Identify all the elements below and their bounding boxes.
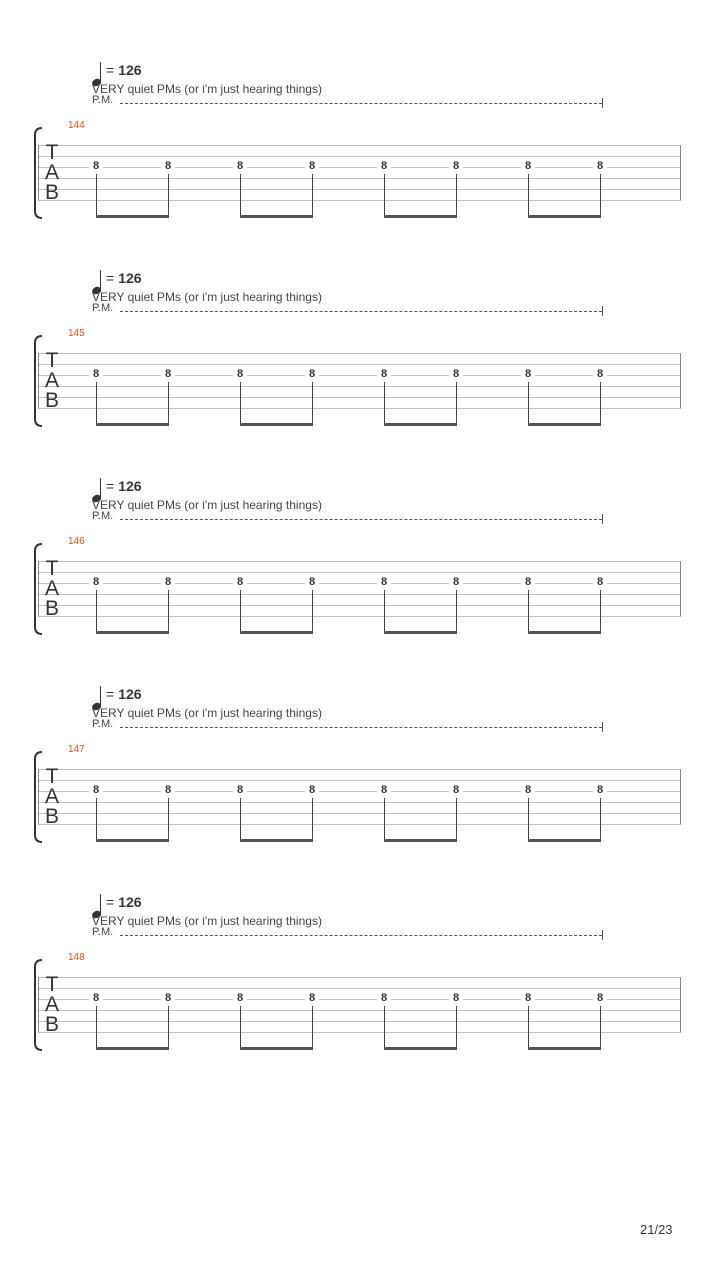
note-stem bbox=[600, 798, 601, 840]
fret-number: 8 bbox=[377, 368, 391, 381]
fret-number: 8 bbox=[593, 784, 607, 797]
note-stem bbox=[96, 382, 97, 424]
tempo-marking bbox=[106, 62, 142, 78]
staff-line bbox=[38, 802, 681, 803]
fret-number: 8 bbox=[161, 368, 175, 381]
note-stem bbox=[168, 798, 169, 840]
fret-number: 8 bbox=[449, 160, 463, 173]
note-stem bbox=[168, 382, 169, 424]
page-number: 21/23 bbox=[640, 1222, 673, 1237]
tempo-value: 126 bbox=[118, 894, 142, 910]
fret-number: 8 bbox=[233, 160, 247, 173]
staff-line bbox=[38, 145, 681, 146]
note-beam bbox=[528, 423, 601, 426]
staff-line bbox=[38, 583, 681, 584]
staff-line bbox=[38, 999, 681, 1000]
tempo-marking bbox=[106, 478, 142, 494]
tab-clef-letter: B bbox=[44, 389, 59, 412]
note-stem bbox=[456, 590, 457, 632]
tab-clef bbox=[44, 559, 60, 619]
tempo-marking bbox=[106, 270, 142, 286]
fret-number: 8 bbox=[377, 992, 391, 1005]
tempo-equals: = bbox=[106, 686, 115, 702]
staff-line bbox=[38, 1010, 681, 1011]
note-beam bbox=[384, 631, 457, 634]
barline-start bbox=[38, 769, 39, 824]
palm-mute-extender bbox=[120, 935, 602, 936]
palm-mute-label: P.M. bbox=[92, 302, 114, 314]
tab-clef-letter: B bbox=[44, 597, 59, 620]
note-stem bbox=[384, 798, 385, 840]
staff-line bbox=[38, 364, 681, 365]
measure-number: 148 bbox=[68, 952, 85, 963]
tempo-value: 126 bbox=[118, 62, 142, 78]
note-beam bbox=[240, 1047, 313, 1050]
palm-mute-end bbox=[602, 930, 603, 940]
note-stem bbox=[96, 590, 97, 632]
palm-mute-extender bbox=[120, 519, 602, 520]
staff-line bbox=[38, 353, 681, 354]
note-stem bbox=[240, 174, 241, 216]
note-stem bbox=[456, 1006, 457, 1048]
fret-number: 8 bbox=[305, 992, 319, 1005]
note-stem bbox=[600, 590, 601, 632]
tempo-marking bbox=[106, 686, 142, 702]
note-stem bbox=[600, 382, 601, 424]
tab-clef-letter: A bbox=[44, 785, 59, 808]
staff-line bbox=[38, 178, 681, 179]
note-beam bbox=[240, 839, 313, 842]
tab-staff bbox=[38, 553, 681, 619]
fret-number: 8 bbox=[89, 160, 103, 173]
tab-system bbox=[0, 686, 720, 894]
text-annotation: VERY quiet PMs (or i'm just hearing things) bbox=[92, 914, 322, 928]
tab-system bbox=[0, 270, 720, 478]
note-beam bbox=[528, 1047, 601, 1050]
fret-number: 8 bbox=[161, 992, 175, 1005]
tempo-equals: = bbox=[106, 270, 115, 286]
note-beam bbox=[528, 839, 601, 842]
barline-end bbox=[680, 353, 681, 408]
staff-line bbox=[38, 561, 681, 562]
note-stem bbox=[528, 1006, 529, 1048]
tab-clef bbox=[44, 351, 60, 411]
tab-clef bbox=[44, 143, 60, 203]
tab-clef-letter: T bbox=[45, 765, 59, 788]
tab-clef-letter: T bbox=[45, 349, 59, 372]
palm-mute-end bbox=[602, 306, 603, 316]
tab-clef-letter: T bbox=[45, 141, 59, 164]
note-stem bbox=[528, 382, 529, 424]
fret-number: 8 bbox=[305, 368, 319, 381]
palm-mute-label: P.M. bbox=[92, 510, 114, 522]
text-annotation: VERY quiet PMs (or i'm just hearing things) bbox=[92, 290, 322, 304]
tab-system bbox=[0, 62, 720, 270]
text-annotation: VERY quiet PMs (or i'm just hearing things) bbox=[92, 82, 322, 96]
staff-line bbox=[38, 594, 681, 595]
tab-staff bbox=[38, 137, 681, 203]
fret-number: 8 bbox=[449, 368, 463, 381]
palm-mute-label: P.M. bbox=[92, 718, 114, 730]
tempo-equals: = bbox=[106, 478, 115, 494]
tab-clef-letter: B bbox=[44, 181, 59, 204]
staff-line bbox=[38, 572, 681, 573]
fret-number: 8 bbox=[593, 992, 607, 1005]
note-beam bbox=[384, 1047, 457, 1050]
text-annotation: VERY quiet PMs (or i'm just hearing things) bbox=[92, 498, 322, 512]
note-stem bbox=[96, 174, 97, 216]
fret-number: 8 bbox=[521, 160, 535, 173]
tab-clef-letter: T bbox=[45, 557, 59, 580]
palm-mute-label: P.M. bbox=[92, 94, 114, 106]
note-beam bbox=[96, 1047, 169, 1050]
fret-number: 8 bbox=[161, 576, 175, 589]
note-stem bbox=[384, 590, 385, 632]
fret-number: 8 bbox=[521, 784, 535, 797]
fret-number: 8 bbox=[521, 576, 535, 589]
measure-number: 144 bbox=[68, 120, 85, 131]
tab-clef-letter: A bbox=[44, 577, 59, 600]
fret-number: 8 bbox=[449, 576, 463, 589]
fret-number: 8 bbox=[377, 784, 391, 797]
tab-staff bbox=[38, 345, 681, 411]
fret-number: 8 bbox=[593, 576, 607, 589]
note-stem bbox=[384, 1006, 385, 1048]
note-beam bbox=[384, 839, 457, 842]
staff-line bbox=[38, 769, 681, 770]
barline-end bbox=[680, 145, 681, 200]
staff-line bbox=[38, 988, 681, 989]
fret-number: 8 bbox=[449, 992, 463, 1005]
fret-number: 8 bbox=[233, 576, 247, 589]
note-beam bbox=[240, 423, 313, 426]
staff-line bbox=[38, 605, 681, 606]
staff-line bbox=[38, 1021, 681, 1022]
note-stem bbox=[528, 590, 529, 632]
note-stem bbox=[600, 174, 601, 216]
fret-number: 8 bbox=[377, 160, 391, 173]
fret-number: 8 bbox=[89, 992, 103, 1005]
note-stem bbox=[312, 174, 313, 216]
note-beam bbox=[96, 215, 169, 218]
tempo-value: 126 bbox=[118, 478, 142, 494]
staff-line bbox=[38, 189, 681, 190]
note-stem bbox=[168, 174, 169, 216]
note-stem bbox=[456, 382, 457, 424]
tab-clef-letter: A bbox=[44, 993, 59, 1016]
fret-number: 8 bbox=[521, 992, 535, 1005]
note-stem bbox=[240, 798, 241, 840]
fret-number: 8 bbox=[449, 784, 463, 797]
fret-number: 8 bbox=[593, 368, 607, 381]
fret-number: 8 bbox=[593, 160, 607, 173]
staff-line bbox=[38, 977, 681, 978]
note-beam bbox=[528, 631, 601, 634]
barline-start bbox=[38, 145, 39, 200]
staff-line bbox=[38, 397, 681, 398]
palm-mute-end bbox=[602, 98, 603, 108]
palm-mute-end bbox=[602, 514, 603, 524]
staff-line bbox=[38, 375, 681, 376]
barline-end bbox=[680, 977, 681, 1032]
note-beam bbox=[96, 423, 169, 426]
note-beam bbox=[528, 215, 601, 218]
fret-number: 8 bbox=[233, 992, 247, 1005]
tab-system bbox=[0, 894, 720, 1102]
barline-start bbox=[38, 977, 39, 1032]
measure-number: 145 bbox=[68, 328, 85, 339]
measure-number: 146 bbox=[68, 536, 85, 547]
tab-clef-letter: T bbox=[45, 973, 59, 996]
note-stem bbox=[312, 382, 313, 424]
fret-number: 8 bbox=[161, 160, 175, 173]
fret-number: 8 bbox=[89, 784, 103, 797]
note-stem bbox=[96, 798, 97, 840]
tempo-marking bbox=[106, 894, 142, 910]
note-stem bbox=[240, 1006, 241, 1048]
tab-clef-letter: B bbox=[44, 1013, 59, 1036]
note-stem bbox=[528, 798, 529, 840]
staff-line bbox=[38, 791, 681, 792]
tab-clef-letter: A bbox=[44, 161, 59, 184]
tempo-value: 126 bbox=[118, 686, 142, 702]
staff-line bbox=[38, 824, 681, 825]
barline-start bbox=[38, 353, 39, 408]
note-beam bbox=[384, 215, 457, 218]
staff-line bbox=[38, 1032, 681, 1033]
fret-number: 8 bbox=[521, 368, 535, 381]
note-stem bbox=[168, 590, 169, 632]
tab-clef-letter: B bbox=[44, 805, 59, 828]
palm-mute-extender bbox=[120, 103, 602, 104]
staff-line bbox=[38, 167, 681, 168]
tempo-equals: = bbox=[106, 894, 115, 910]
note-stem bbox=[528, 174, 529, 216]
barline-end bbox=[680, 769, 681, 824]
text-annotation: VERY quiet PMs (or i'm just hearing things) bbox=[92, 706, 322, 720]
staff-line bbox=[38, 813, 681, 814]
fret-number: 8 bbox=[305, 576, 319, 589]
staff-line bbox=[38, 780, 681, 781]
tab-staff bbox=[38, 761, 681, 827]
note-stem bbox=[312, 590, 313, 632]
palm-mute-extender bbox=[120, 311, 602, 312]
staff-line bbox=[38, 616, 681, 617]
tab-staff bbox=[38, 969, 681, 1035]
tempo-value: 126 bbox=[118, 270, 142, 286]
fret-number: 8 bbox=[89, 368, 103, 381]
note-beam bbox=[384, 423, 457, 426]
tab-clef bbox=[44, 767, 60, 827]
note-stem bbox=[600, 1006, 601, 1048]
note-beam bbox=[240, 631, 313, 634]
measure-number: 147 bbox=[68, 744, 85, 755]
barline-start bbox=[38, 561, 39, 616]
note-stem bbox=[456, 798, 457, 840]
note-stem bbox=[384, 382, 385, 424]
note-beam bbox=[96, 631, 169, 634]
tab-clef bbox=[44, 975, 60, 1035]
note-stem bbox=[240, 590, 241, 632]
tempo-equals: = bbox=[106, 62, 115, 78]
note-stem bbox=[312, 1006, 313, 1048]
fret-number: 8 bbox=[305, 160, 319, 173]
fret-number: 8 bbox=[161, 784, 175, 797]
palm-mute-end bbox=[602, 722, 603, 732]
staff-line bbox=[38, 386, 681, 387]
fret-number: 8 bbox=[233, 784, 247, 797]
fret-number: 8 bbox=[89, 576, 103, 589]
note-stem bbox=[456, 174, 457, 216]
palm-mute-extender bbox=[120, 727, 602, 728]
note-stem bbox=[312, 798, 313, 840]
staff-line bbox=[38, 200, 681, 201]
fret-number: 8 bbox=[377, 576, 391, 589]
fret-number: 8 bbox=[305, 784, 319, 797]
palm-mute-label: P.M. bbox=[92, 926, 114, 938]
note-stem bbox=[240, 382, 241, 424]
fret-number: 8 bbox=[233, 368, 247, 381]
note-stem bbox=[168, 1006, 169, 1048]
note-beam bbox=[240, 215, 313, 218]
note-stem bbox=[384, 174, 385, 216]
barline-end bbox=[680, 561, 681, 616]
tab-system bbox=[0, 478, 720, 686]
note-stem bbox=[96, 1006, 97, 1048]
note-beam bbox=[96, 839, 169, 842]
staff-line bbox=[38, 156, 681, 157]
tab-clef-letter: A bbox=[44, 369, 59, 392]
staff-line bbox=[38, 408, 681, 409]
